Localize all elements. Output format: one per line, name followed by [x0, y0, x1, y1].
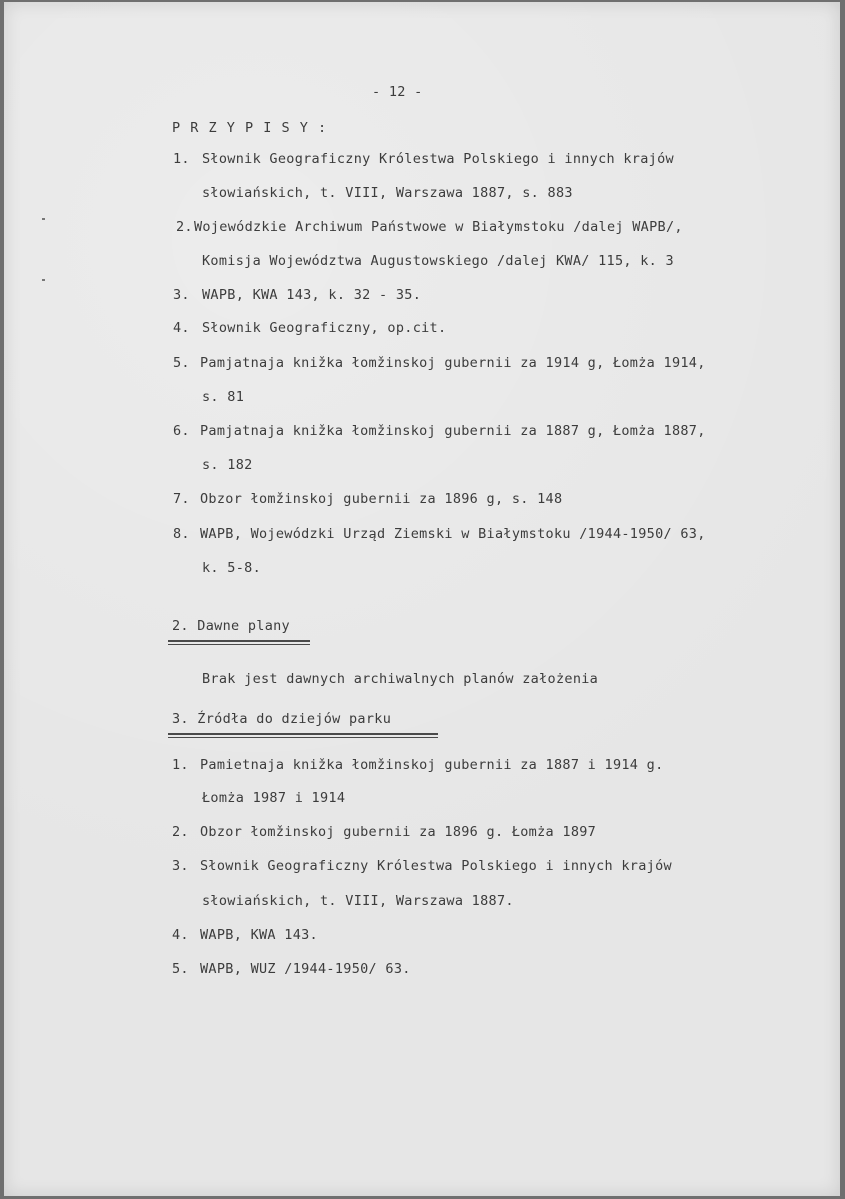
source-4-line-1: WAPB, KWA 143. — [200, 927, 318, 943]
footnotes-heading: P R Z Y P I S Y : — [172, 120, 328, 136]
footnote-3-number: 3. — [173, 287, 190, 303]
footnote-8-line-1: WAPB, Wojewódzki Urząd Ziemski w Białymstoku /1944-1950/ 63, — [200, 526, 706, 542]
footnote-4-number: 4. — [173, 320, 190, 336]
source-3-line-1: Słownik Geograficzny Królestwa Polskiego i innych krajów — [200, 858, 672, 874]
source-1-line-2: Łomża 1987 i 1914 — [202, 790, 346, 806]
section-2-underline-2 — [168, 644, 310, 645]
page-number: - 12 - — [372, 84, 423, 100]
footnote-7-number: 7. — [173, 491, 190, 507]
source-3-number: 3. — [172, 858, 189, 874]
footnote-5-line-1: Pamjatnaja knižka łomžinskoj gubernii za 1914 g, Łomża 1914, — [200, 355, 706, 371]
footnote-2-line-2: Komisja Województwa Augustowskiego /dalej KWA/ 115, k. 3 — [202, 253, 674, 269]
source-2-line-1: Obzor łomžinskoj gubernii za 1896 g. Łomża 1897 — [200, 824, 597, 840]
footnote-6-number: 6. — [173, 423, 190, 439]
source-1-number: 1. — [172, 757, 189, 773]
footnote-8-line-2: k. 5-8. — [202, 560, 261, 576]
source-1-line-1: Pamietnaja knižka łomžinskoj gubernii za 1887 i 1914 g. — [200, 757, 664, 773]
section-2-underline — [168, 640, 310, 642]
section-3-underline — [168, 733, 438, 735]
source-5-number: 5. — [172, 961, 189, 977]
footnote-2-number: 2. — [176, 219, 193, 235]
source-4-number: 4. — [172, 927, 189, 943]
source-2-number: 2. — [172, 824, 189, 840]
section-3-underline-2 — [168, 737, 438, 738]
footnote-3-line-1: WAPB, KWA 143, k. 32 - 35. — [202, 287, 422, 303]
footnote-7-line-1: Obzor łomžinskoj gubernii za 1896 g, s. 148 — [200, 491, 563, 507]
footnote-8-number: 8. — [173, 526, 190, 542]
footnote-1-number: 1. — [173, 151, 190, 167]
source-3-line-2: słowiańskich, t. VIII, Warszawa 1887. — [202, 893, 514, 909]
footnote-6-line-1: Pamjatnaja knižka łomžinskoj gubernii za 1887 g, Łomża 1887, — [200, 423, 706, 439]
footnote-5-line-2: s. 81 — [202, 389, 245, 405]
section-2-title: 2. Dawne plany — [172, 618, 290, 634]
paper-sheet — [4, 2, 840, 1196]
margin-mark — [42, 218, 45, 220]
footnote-1-line-2: słowiańskich, t. VIII, Warszawa 1887, s. 883 — [202, 185, 573, 201]
footnote-6-line-2: s. 182 — [202, 457, 253, 473]
footnote-2-line-1: Wojewódzkie Archiwum Państwowe w Białymstoku /dalej WAPB/, — [194, 219, 683, 235]
source-5-line-1: WAPB, WUZ /1944-1950/ 63. — [200, 961, 411, 977]
section-2-body: Brak jest dawnych archiwalnych planów założenia — [202, 671, 599, 687]
section-3-title: 3. Źródła do dziejów parku — [172, 711, 392, 727]
margin-mark — [42, 279, 45, 281]
footnote-5-number: 5. — [173, 355, 190, 371]
footnote-1-line-1: Słownik Geograficzny Królestwa Polskiego i innych krajów — [202, 151, 674, 167]
footnote-4-line-1: Słownik Geograficzny, op.cit. — [202, 320, 447, 336]
